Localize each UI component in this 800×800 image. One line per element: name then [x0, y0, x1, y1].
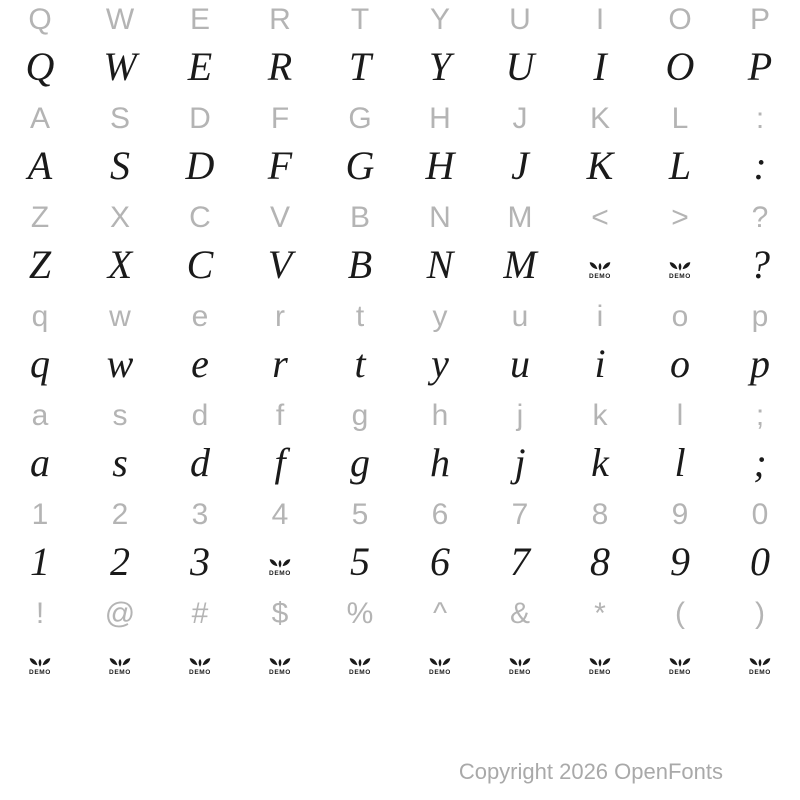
glyph-row-pair-uppercase-bottom-row — [0, 198, 800, 297]
demo-font-glyph: Q — [25, 44, 55, 89]
demo-marker-label: DEMO — [269, 669, 291, 676]
demo-marker-label: DEMO — [669, 273, 691, 280]
demo-missing-glyph-marker — [28, 641, 52, 677]
demo-font-glyph: : — [753, 143, 767, 188]
demo-font-glyph: 9 — [670, 539, 690, 584]
demo-marker-label: DEMO — [669, 669, 691, 676]
demo-font-glyph: ? — [750, 242, 770, 287]
demo-font-glyph: l — [674, 440, 686, 485]
demo-missing-glyph-marker — [588, 641, 612, 677]
demo-font-glyph: C — [186, 242, 214, 287]
demo-missing-glyph-marker — [588, 245, 612, 285]
demo-font-glyph: w — [106, 341, 134, 386]
demo-missing-glyph-marker — [668, 245, 692, 285]
demo-marker-label: DEMO — [509, 669, 531, 676]
reference-glyph: Z — [30, 201, 50, 234]
demo-marker-label: DEMO — [189, 669, 211, 676]
reference-glyph: j — [516, 399, 524, 432]
reference-glyph: ( — [675, 597, 685, 630]
demo-marker-label: DEMO — [29, 669, 51, 676]
reference-glyph: < — [591, 201, 609, 234]
demo-font-glyph: M — [503, 242, 537, 287]
reference-row-uppercase-top-row — [0, 5, 800, 35]
reference-glyph: d — [191, 399, 209, 432]
reference-row-uppercase-home-row — [0, 104, 800, 134]
demo-font-glyph: a — [30, 440, 50, 485]
reference-glyph: g — [351, 399, 369, 432]
demo-font-glyph: Y — [428, 44, 452, 89]
demo-font-glyph: T — [348, 44, 372, 89]
demo-font-glyph: e — [191, 341, 209, 386]
demo-marker-label: DEMO — [589, 669, 611, 676]
demo-font-glyph: B — [347, 242, 373, 287]
reference-glyph: H — [429, 102, 451, 135]
reference-glyph: W — [105, 3, 135, 36]
reference-glyph: * — [594, 597, 606, 630]
reference-glyph: B — [349, 201, 370, 234]
reference-glyph: A — [29, 102, 50, 135]
reference-glyph: O — [668, 3, 692, 36]
reference-glyph: S — [109, 102, 130, 135]
sprout-fleuron-icon — [268, 654, 292, 669]
demo-font-glyph: G — [345, 143, 375, 188]
sprout-fleuron-icon — [668, 654, 692, 669]
demo-marker-label: DEMO — [749, 669, 771, 676]
demo-missing-glyph-marker — [348, 641, 372, 677]
reference-glyph: 1 — [31, 498, 49, 531]
demo-font-glyph: h — [430, 440, 450, 485]
reference-glyph: ; — [755, 399, 765, 432]
reference-glyph: y — [432, 300, 448, 333]
demo-missing-glyph-marker — [428, 641, 452, 677]
demo-font-glyph: A — [27, 143, 53, 188]
reference-glyph: k — [592, 399, 608, 432]
reference-glyph: I — [595, 3, 605, 36]
demo-font-glyph: d — [190, 440, 210, 485]
demo-font-glyph: O — [665, 44, 695, 89]
sprout-fleuron-icon — [268, 555, 292, 570]
reference-row-uppercase-bottom-row — [0, 203, 800, 233]
demo-font-glyph: P — [747, 44, 773, 89]
demo-marker-label: DEMO — [269, 570, 291, 577]
demo-font-row-uppercase-home-row — [0, 143, 800, 188]
demo-missing-glyph-marker — [108, 641, 132, 677]
reference-glyph: K — [589, 102, 610, 135]
demo-font-row-uppercase-top-row — [0, 44, 800, 89]
demo-missing-glyph-marker — [188, 641, 212, 677]
reference-glyph: G — [348, 102, 372, 135]
demo-font-glyph: L — [668, 143, 692, 188]
demo-font-glyph: s — [112, 440, 128, 485]
reference-glyph: p — [751, 300, 769, 333]
glyph-row-pair-uppercase-top-row — [0, 0, 800, 99]
reference-glyph: F — [270, 102, 290, 135]
reference-glyph: L — [671, 102, 689, 135]
sprout-fleuron-icon — [28, 654, 52, 669]
demo-font-glyph: t — [354, 341, 366, 386]
reference-glyph: q — [31, 300, 49, 333]
reference-glyph: J — [512, 102, 528, 135]
demo-missing-glyph-marker — [508, 641, 532, 677]
sprout-fleuron-icon — [508, 654, 532, 669]
reference-glyph: l — [676, 399, 684, 432]
demo-font-glyph: F — [267, 143, 293, 188]
reference-glyph: Y — [429, 3, 450, 36]
sprout-fleuron-icon — [428, 654, 452, 669]
demo-font-glyph: J — [511, 143, 529, 188]
demo-font-glyph: 6 — [430, 539, 450, 584]
demo-font-glyph: y — [431, 341, 449, 386]
demo-font-glyph: q — [30, 341, 50, 386]
reference-glyph: f — [275, 399, 285, 432]
reference-glyph: 8 — [591, 498, 609, 531]
reference-glyph: 4 — [271, 498, 289, 531]
demo-font-glyph: p — [750, 341, 770, 386]
reference-glyph: C — [189, 201, 211, 234]
reference-glyph: & — [509, 597, 530, 630]
reference-glyph: # — [191, 597, 209, 630]
demo-font-glyph: f — [274, 440, 286, 485]
reference-glyph: 5 — [351, 498, 369, 531]
sprout-fleuron-icon — [588, 258, 612, 273]
sprout-fleuron-icon — [108, 654, 132, 669]
reference-glyph: t — [355, 300, 365, 333]
sprout-fleuron-icon — [748, 654, 772, 669]
reference-glyph: N — [429, 201, 451, 234]
reference-glyph: Q — [28, 3, 52, 36]
reference-glyph: 3 — [191, 498, 209, 531]
sprout-fleuron-icon — [668, 258, 692, 273]
sprout-fleuron-icon — [188, 654, 212, 669]
demo-font-glyph: I — [593, 44, 607, 89]
glyph-row-pair-uppercase-home-row — [0, 99, 800, 198]
reference-glyph: : — [755, 102, 765, 135]
demo-font-glyph: 0 — [750, 539, 770, 584]
reference-glyph: 9 — [671, 498, 689, 531]
reference-glyph: M — [507, 201, 533, 234]
sprout-fleuron-icon — [588, 654, 612, 669]
demo-font-row-lowercase-home-row — [0, 440, 800, 485]
demo-missing-glyph-marker — [268, 641, 292, 677]
reference-row-lowercase-top-row — [0, 302, 800, 332]
demo-font-glyph: 8 — [590, 539, 610, 584]
reference-glyph: % — [346, 597, 374, 630]
reference-glyph: R — [269, 3, 291, 36]
demo-font-glyph: R — [267, 44, 293, 89]
reference-glyph: E — [189, 3, 210, 36]
demo-font-glyph: k — [591, 440, 609, 485]
demo-font-glyph: 3 — [190, 539, 210, 584]
reference-glyph: w — [109, 300, 131, 333]
demo-font-glyph: Z — [28, 242, 52, 287]
reference-row-lowercase-home-row — [0, 401, 800, 431]
demo-font-glyph: i — [594, 341, 606, 386]
demo-missing-glyph-marker — [748, 641, 772, 677]
glyph-row-pair-symbols-row — [0, 594, 800, 693]
reference-glyph: a — [31, 399, 49, 432]
demo-font-glyph: D — [185, 143, 215, 188]
demo-font-glyph: 7 — [510, 539, 530, 584]
reference-glyph: $ — [271, 597, 289, 630]
reference-glyph: > — [671, 201, 689, 234]
demo-font-glyph: 2 — [110, 539, 130, 584]
reference-glyph: X — [109, 201, 130, 234]
reference-glyph: 6 — [431, 498, 449, 531]
sprout-fleuron-icon — [348, 654, 372, 669]
reference-glyph: ) — [755, 597, 765, 630]
demo-font-glyph: r — [272, 341, 288, 386]
demo-font-glyph: K — [586, 143, 614, 188]
reference-glyph: ^ — [432, 597, 448, 630]
demo-font-row-symbols-row — [0, 641, 800, 677]
demo-font-glyph: j — [514, 440, 526, 485]
demo-marker-label: DEMO — [589, 273, 611, 280]
demo-font-glyph: V — [267, 242, 293, 287]
reference-glyph: V — [269, 201, 290, 234]
demo-missing-glyph-marker — [268, 542, 292, 582]
reference-glyph: h — [431, 399, 449, 432]
reference-glyph: 0 — [751, 498, 769, 531]
reference-glyph: P — [749, 3, 770, 36]
reference-glyph: ! — [35, 597, 45, 630]
reference-glyph: @ — [104, 597, 136, 630]
glyph-row-pair-digits-row — [0, 495, 800, 594]
demo-font-glyph: g — [350, 440, 370, 485]
reference-glyph: 2 — [111, 498, 129, 531]
reference-row-symbols-row — [0, 599, 800, 629]
demo-font-glyph: E — [187, 44, 213, 89]
reference-row-digits-row — [0, 500, 800, 530]
glyph-row-pair-lowercase-top-row — [0, 297, 800, 396]
demo-font-glyph: W — [103, 44, 137, 89]
demo-font-glyph: 1 — [30, 539, 50, 584]
demo-marker-label: DEMO — [109, 669, 131, 676]
reference-glyph: 7 — [511, 498, 529, 531]
demo-font-glyph: N — [426, 242, 454, 287]
demo-font-glyph: ; — [753, 440, 767, 485]
demo-marker-label: DEMO — [429, 669, 451, 676]
demo-font-row-digits-row — [0, 539, 800, 584]
reference-glyph: s — [112, 399, 128, 432]
reference-glyph: ? — [751, 201, 769, 234]
demo-font-glyph: X — [107, 242, 133, 287]
reference-glyph: e — [191, 300, 209, 333]
demo-font-glyph: 5 — [350, 539, 370, 584]
demo-font-row-uppercase-bottom-row — [0, 242, 800, 287]
demo-marker-label: DEMO — [349, 669, 371, 676]
reference-glyph: r — [275, 300, 285, 333]
reference-glyph: U — [509, 3, 531, 36]
reference-glyph: u — [511, 300, 529, 333]
demo-missing-glyph-marker — [668, 641, 692, 677]
demo-font-row-lowercase-top-row — [0, 341, 800, 386]
glyph-row-pair-lowercase-home-row — [0, 396, 800, 495]
demo-font-glyph: U — [505, 44, 535, 89]
reference-glyph: i — [596, 300, 604, 333]
copyright-notice: Copyright 2026 OpenFonts — [458, 759, 723, 784]
reference-glyph: T — [350, 3, 370, 36]
demo-font-glyph: S — [110, 143, 130, 188]
demo-font-glyph: o — [670, 341, 690, 386]
demo-font-glyph: u — [510, 341, 530, 386]
demo-font-glyph: H — [425, 143, 455, 188]
reference-glyph: D — [189, 102, 211, 135]
reference-glyph: o — [671, 300, 689, 333]
